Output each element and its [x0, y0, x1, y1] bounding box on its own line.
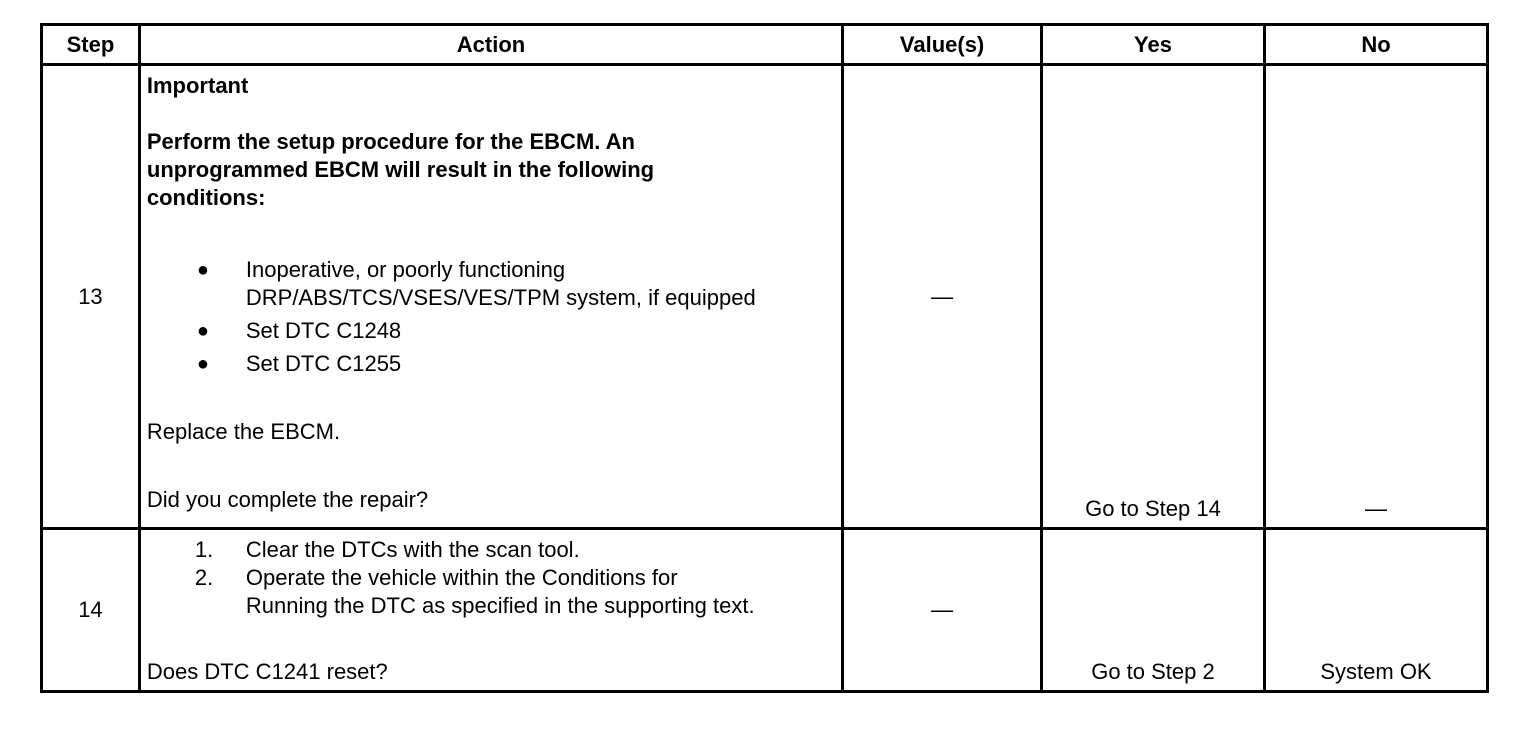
steps-list [147, 536, 835, 620]
yes-link[interactable]: Go to Step 14 [1085, 496, 1221, 521]
header-yes: Yes [1041, 25, 1264, 65]
action-cell [139, 529, 842, 692]
bullet-text-line-1: Set DTC C1255 [245, 351, 402, 376]
header-action: Action [139, 25, 842, 65]
header-values: Value(s) [843, 25, 1042, 65]
step-text-line-2: Running the DTC as specified in the supporting text. [245, 593, 755, 618]
bullet-text-line-1: Inoperative, or poorly functioning [245, 257, 566, 282]
important-label: Important [146, 73, 249, 98]
list-item [147, 350, 835, 378]
header-row [42, 25, 1488, 65]
step-text-line-1: Clear the DTCs with the scan tool. [245, 537, 580, 562]
bullet-text-line-1: Set DTC C1248 [245, 318, 402, 343]
yes-cell [1041, 529, 1264, 692]
important-text-line-3: conditions: [146, 185, 266, 210]
no-value: — [1364, 496, 1387, 521]
question-text: Did you complete the repair? [146, 487, 429, 512]
no-cell [1264, 65, 1487, 529]
step-number: 14 [42, 529, 140, 692]
bullet-icon: ● [196, 353, 209, 375]
action-cell [139, 65, 842, 529]
table-row-step-13 [42, 65, 1488, 529]
list-item [147, 536, 835, 564]
no-value: System OK [1320, 659, 1432, 684]
yes-cell [1041, 65, 1264, 529]
step-text-line-1: Operate the vehicle within the Conditions for [245, 565, 678, 590]
step-number: 13 [42, 65, 140, 529]
instruction-text: Replace the EBCM. [146, 419, 341, 444]
header-step: Step [42, 25, 140, 65]
header-no: No [1264, 25, 1487, 65]
list-item [147, 317, 835, 345]
bullet-icon: ● [196, 320, 209, 342]
list-item [147, 564, 835, 620]
list-item [147, 256, 835, 312]
values-cell: — [843, 529, 1042, 692]
yes-link[interactable]: Go to Step 2 [1091, 659, 1215, 684]
bullet-icon: ● [196, 259, 209, 281]
table-row-step-14 [42, 529, 1488, 692]
important-text-line-2: unprogrammed EBCM will result in the following [146, 157, 655, 182]
question-text: Does DTC C1241 reset? [146, 659, 388, 684]
step-index: 2. [194, 565, 214, 590]
important-text-line-1: Perform the setup procedure for the EBCM. An [146, 129, 635, 154]
bullet-text-line-2: DRP/ABS/TCS/VSES/VES/TPM system, if equipped [245, 285, 756, 310]
values-cell: — [843, 65, 1042, 529]
step-index: 1. [194, 537, 214, 562]
conditions-list [147, 256, 835, 378]
diagnostic-table [40, 23, 1489, 693]
no-cell [1264, 529, 1487, 692]
